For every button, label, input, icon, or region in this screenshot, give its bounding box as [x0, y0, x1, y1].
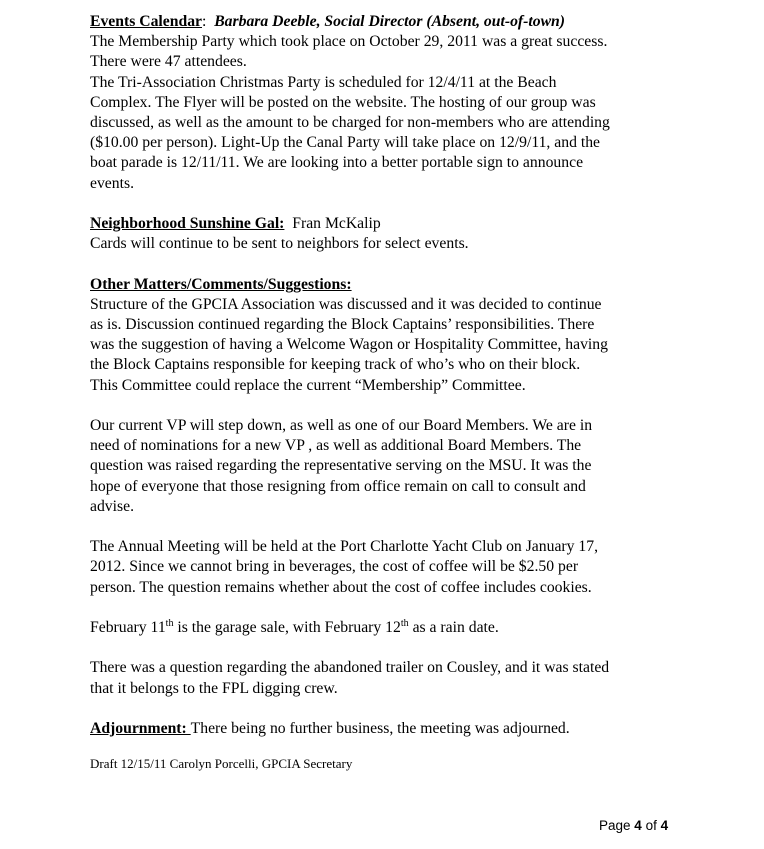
minutes-page: [90, 12, 680, 739]
other-section: [90, 275, 680, 396]
events-line: There were 47 attendees.: [90, 53, 247, 71]
events-line: The Tri-Association Christmas Party is scheduled for 12/4/11 at the Beach: [90, 73, 557, 91]
vp-paragraph: [90, 416, 680, 517]
events-line: The Membership Party which took place on October 29, 2011 was a great success.: [90, 33, 608, 51]
page-footer: Page 4 of 4: [599, 818, 669, 833]
annual-line: 2012. Since we cannot bring in beverages, the cost of coffee will be $2.50 per: [90, 558, 579, 576]
sunshine-heading-line: [90, 214, 680, 234]
adjournment-heading: Adjournment:: [90, 720, 191, 737]
events-section: [90, 12, 680, 194]
events-line: discussed, as well as the amount to be charged for non-members who are attending: [90, 114, 610, 132]
total-pages-number: 4: [660, 818, 669, 833]
sunshine-line: Cards will continue to be sent to neighbors for select events.: [90, 235, 469, 253]
draft-signature: Draft 12/15/11 Carolyn Porcelli, GPCIA Secretary: [90, 756, 353, 771]
events-heading-line: Events Calendar: Barbara Deeble, Social Director (Absent, out-of-town): [90, 13, 565, 30]
annual-line: person. The question remains whether about the cost of coffee includes cookies.: [90, 578, 592, 596]
vp-line: hope of everyone that those resigning from office remain on call to consult and: [90, 477, 586, 495]
annual-meeting-paragraph: [90, 537, 680, 598]
sunshine-section: [90, 214, 680, 254]
other-line: as is. Discussion continued regarding the Block Captains’ responsibilities. There: [90, 316, 595, 334]
vp-line: need of nominations for a new VP , as well as additional Board Members. The: [90, 437, 582, 455]
trailer-line: that it belongs to the FPL digging crew.: [90, 679, 338, 697]
sunshine-name: Fran McKalip: [292, 215, 381, 233]
events-line: events.: [90, 174, 134, 192]
other-line: the Block Captains responsible for keeping track of who’s who on their block.: [90, 356, 581, 374]
other-line: Structure of the GPCIA Association was discussed and it was decided to continue: [90, 295, 602, 313]
events-line: Complex. The Flyer will be posted on the website. The hosting of our group was: [90, 93, 596, 111]
trailer-line: There was a question regarding the abandoned trailer on Cousley, and it was stated: [90, 659, 610, 677]
vp-line: advise.: [90, 497, 134, 515]
current-page-number: 4: [634, 818, 642, 833]
other-line: This Committee could replace the current “Membership” Committee.: [90, 376, 526, 394]
annual-line: The Annual Meeting will be held at the Port Charlotte Yacht Club on January 17,: [90, 538, 599, 556]
events-heading: Events Calendar: [90, 13, 202, 30]
other-line: was the suggestion of having a Welcome Wagon or Hospitality Committee, having: [90, 336, 608, 354]
events-line: boat parade is 12/11/11. We are looking into a better portable sign to announce: [90, 154, 584, 172]
trailer-paragraph: [90, 658, 680, 698]
vp-line: Our current VP will step down, as well as one of our Board Members. We are in: [90, 417, 593, 435]
sunshine-heading: Neighborhood Sunshine Gal:: [90, 215, 285, 233]
other-heading: Other Matters/Comments/Suggestions:: [90, 275, 352, 293]
vp-line: question was raised regarding the representative serving on the MSU. It was the: [90, 457, 592, 475]
adjournment-text: There being no further business, the meeting was adjourned.: [190, 720, 570, 737]
events-director: Barbara Deeble, Social Director (Absent, out-of-town): [214, 13, 565, 30]
events-line: ($10.00 per person). Light-Up the Canal Party will take place on 12/9/11, and the: [90, 134, 601, 152]
adjournment-paragraph: [90, 719, 680, 739]
garage-sale-paragraph: February 11th is the garage sale, with February 12th as a rain date.: [90, 618, 499, 637]
